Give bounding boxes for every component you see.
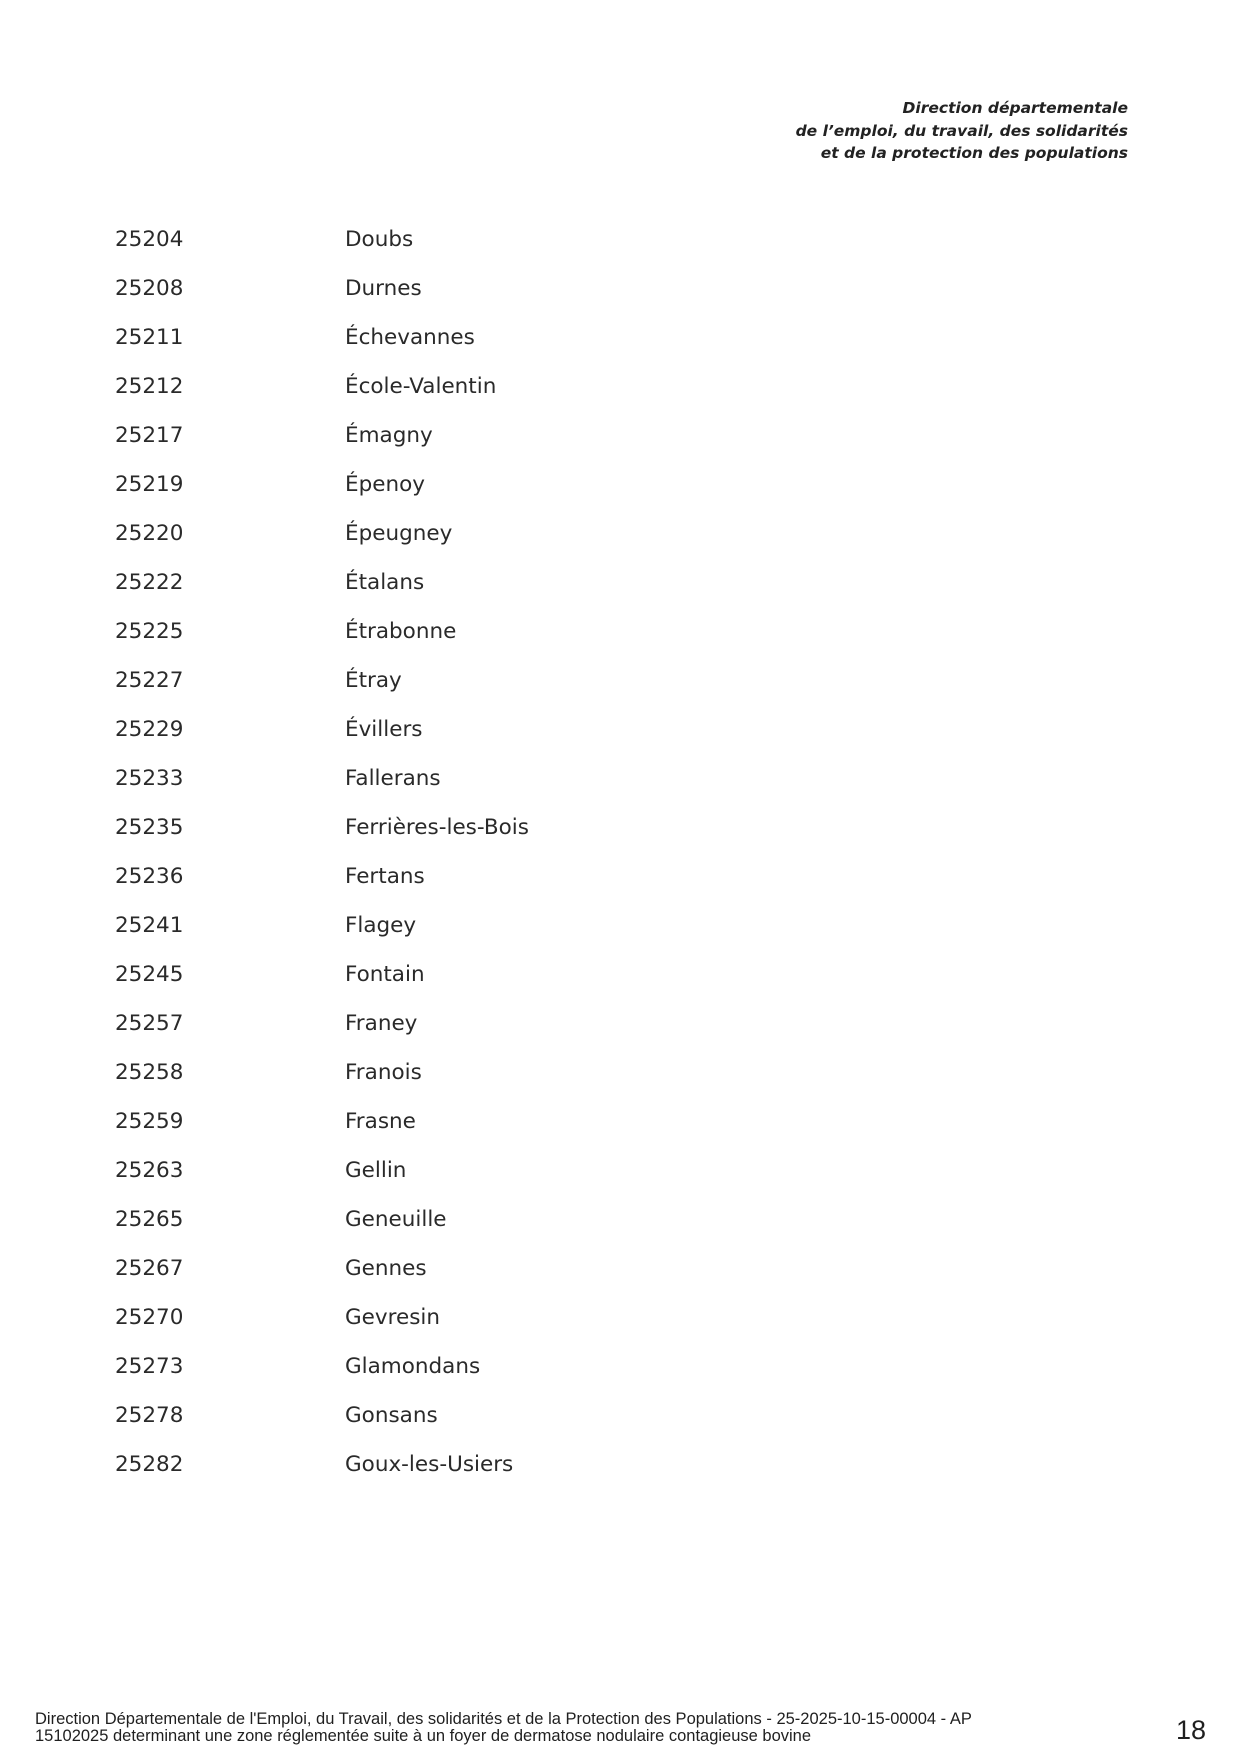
list-item <box>115 1305 815 1354</box>
commune-code: 25235 <box>115 815 184 840</box>
commune-name: Glamondans <box>345 1354 481 1379</box>
commune-name: Étrabonne <box>345 619 457 644</box>
commune-code: 25204 <box>115 227 184 252</box>
header-line-3: et de la protection des populations <box>820 144 1128 162</box>
list-item <box>115 1158 815 1207</box>
commune-name: Fertans <box>345 864 425 889</box>
list-item <box>115 1060 815 1109</box>
commune-code: 25259 <box>115 1109 184 1134</box>
commune-code: 25282 <box>115 1452 184 1477</box>
list-item <box>115 668 815 717</box>
commune-name: Évillers <box>345 717 423 742</box>
list-item <box>115 1256 815 1305</box>
footer-line-1: Direction Départementale de l'Emploi, du Travail, des solidarités et de la Protection des Populations - 25-2025-10-15-00004 - AP <box>35 1710 972 1728</box>
commune-code: 25225 <box>115 619 184 644</box>
commune-code: 25217 <box>115 423 184 448</box>
list-item <box>115 1109 815 1158</box>
commune-name: Gonsans <box>345 1403 438 1428</box>
commune-code: 25257 <box>115 1011 184 1036</box>
list-item <box>115 815 815 864</box>
commune-list <box>115 227 815 1501</box>
commune-code: 25265 <box>115 1207 184 1232</box>
commune-name: Doubs <box>345 227 414 252</box>
list-item <box>115 1452 815 1501</box>
list-item <box>115 1207 815 1256</box>
list-item <box>115 619 815 668</box>
commune-code: 25222 <box>115 570 184 595</box>
list-item <box>115 766 815 815</box>
commune-name: Fontain <box>345 962 425 987</box>
commune-code: 25219 <box>115 472 184 497</box>
page-number: 18 <box>1175 1715 1206 1745</box>
list-item <box>115 325 815 374</box>
commune-name: Étalans <box>345 570 425 595</box>
commune-code: 25270 <box>115 1305 184 1330</box>
commune-name: Gennes <box>345 1256 427 1281</box>
commune-code: 25233 <box>115 766 184 791</box>
list-item <box>115 227 815 276</box>
commune-name: Échevannes <box>345 325 475 350</box>
list-item <box>115 374 815 423</box>
commune-name: Geneuille <box>345 1207 447 1232</box>
commune-name: Épenoy <box>345 472 425 497</box>
list-item <box>115 962 815 1011</box>
commune-code: 25267 <box>115 1256 184 1281</box>
list-item <box>115 913 815 962</box>
commune-code: 25211 <box>115 325 184 350</box>
commune-code: 25241 <box>115 913 184 938</box>
footer-line-2: 15102025 determinant une zone réglementée suite à un foyer de dermatose nodulaire contagieuse bovine <box>35 1727 812 1745</box>
commune-code: 25245 <box>115 962 184 987</box>
page-footer <box>35 1711 1085 1745</box>
commune-name: Émagny <box>345 423 433 448</box>
list-item <box>115 521 815 570</box>
commune-name: Ferrières-les-Bois <box>345 815 529 840</box>
list-item <box>115 864 815 913</box>
commune-code: 25220 <box>115 521 184 546</box>
commune-code: 25229 <box>115 717 184 742</box>
commune-name: Franey <box>345 1011 418 1036</box>
commune-name: Frasne <box>345 1109 416 1134</box>
commune-name: Gellin <box>345 1158 407 1183</box>
header-line-1: Direction départementale <box>902 99 1128 117</box>
list-item <box>115 276 815 325</box>
commune-name: Étray <box>345 668 402 693</box>
list-item <box>115 1354 815 1403</box>
list-item <box>115 423 815 472</box>
commune-code: 25208 <box>115 276 184 301</box>
commune-code: 25212 <box>115 374 184 399</box>
page-header <box>796 97 1128 165</box>
commune-code: 25263 <box>115 1158 184 1183</box>
commune-code: 25278 <box>115 1403 184 1428</box>
commune-code: 25227 <box>115 668 184 693</box>
commune-name: Goux-les-Usiers <box>345 1452 514 1477</box>
commune-name: Franois <box>345 1060 422 1085</box>
list-item <box>115 570 815 619</box>
commune-name: École-Valentin <box>345 374 497 399</box>
list-item <box>115 472 815 521</box>
commune-code: 25258 <box>115 1060 184 1085</box>
list-item <box>115 1011 815 1060</box>
commune-name: Épeugney <box>345 521 453 546</box>
header-line-2: de l’emploi, du travail, des solidarités <box>795 121 1128 140</box>
commune-name: Durnes <box>345 276 422 301</box>
list-item <box>115 717 815 766</box>
list-item <box>115 1403 815 1452</box>
commune-name: Flagey <box>345 913 417 938</box>
commune-name: Fallerans <box>345 766 441 791</box>
commune-code: 25236 <box>115 864 184 889</box>
commune-name: Gevresin <box>345 1305 441 1330</box>
commune-code: 25273 <box>115 1354 184 1379</box>
